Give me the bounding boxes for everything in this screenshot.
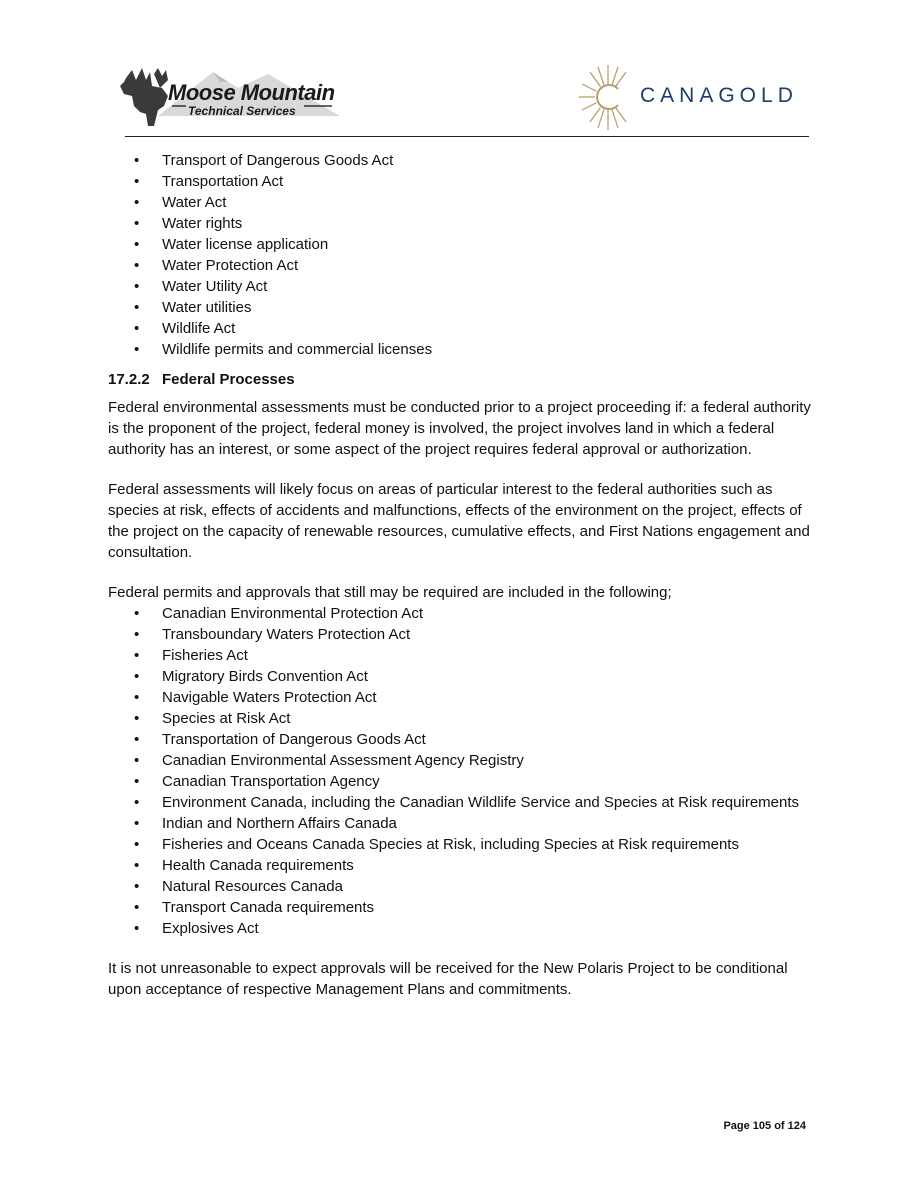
list-item: • Fisheries Act xyxy=(108,645,813,666)
list-item: • Indian and Northern Affairs Canada xyxy=(108,813,813,834)
list-item: • Migratory Birds Convention Act xyxy=(108,666,813,687)
moose-mountain-logo xyxy=(118,66,348,132)
list-item: • Water Protection Act xyxy=(108,255,813,276)
list-item: • Transportation of Dangerous Goods Act xyxy=(108,729,813,750)
federal-permits-list xyxy=(108,603,813,939)
header-divider xyxy=(125,136,809,137)
canagold-wordmark: CANAGOLD xyxy=(640,84,798,107)
list-item: • Species at Risk Act xyxy=(108,708,813,729)
list-item: • Water Act xyxy=(108,192,813,213)
paragraph-approvals-conclusion: It is not unreasonable to expect approvals will be received for the New Polaris Project to be conditional upon acceptance of respective Management Plans and commitments. xyxy=(108,960,788,998)
section-title: Federal Processes xyxy=(162,371,295,388)
canagold-logo xyxy=(578,62,798,132)
list-item: • Natural Resources Canada xyxy=(108,876,813,897)
page-header xyxy=(118,62,808,134)
provincial-permits-list xyxy=(108,150,813,360)
list-item: • Water Utility Act xyxy=(108,276,813,297)
paragraph-federal-assessment-triggers: Federal environmental assessments must be conducted prior to a project proceeding if: a federal authority is the proponent of the project, federal money is involved, the project involves land in which a federal authority has an interest, or some aspect of the project requires federal approval or authorization. xyxy=(108,399,811,458)
list-item: • Transboundary Waters Protection Act xyxy=(108,624,813,645)
list-item: • Canadian Environmental Assessment Agency Registry xyxy=(108,750,813,771)
moose-mountain-title: Moose Mountain xyxy=(168,80,335,105)
page-number: Page 105 of 124 xyxy=(723,1120,806,1132)
list-item: • Environment Canada, including the Canadian Wildlife Service and Species at Risk requirements xyxy=(108,792,813,813)
list-item: • Explosives Act xyxy=(108,918,813,939)
page-content xyxy=(108,150,813,1019)
list-item: • Wildlife permits and commercial licenses xyxy=(108,339,813,360)
list-item: • Navigable Waters Protection Act xyxy=(108,687,813,708)
list-item: • Canadian Environmental Protection Act xyxy=(108,603,813,624)
list-item: • Canadian Transportation Agency xyxy=(108,771,813,792)
moose-mountain-subtitle: Technical Services xyxy=(188,104,296,118)
list-item: • Water utilities xyxy=(108,297,813,318)
list-item: • Transportation Act xyxy=(108,171,813,192)
list-item: • Transport of Dangerous Goods Act xyxy=(108,150,813,171)
section-heading xyxy=(108,369,813,390)
list-item: • Fisheries and Oceans Canada Species at Risk, including Species at Risk requirements xyxy=(108,834,813,855)
paragraph-federal-permits-intro: Federal permits and approvals that still may be required are included in the following; xyxy=(108,584,672,601)
list-item: • Health Canada requirements xyxy=(108,855,813,876)
list-item: • Transport Canada requirements xyxy=(108,897,813,918)
list-item: • Wildlife Act xyxy=(108,318,813,339)
list-item: • Water license application xyxy=(108,234,813,255)
section-number: 17.2.2 xyxy=(108,371,150,388)
sunburst-icon xyxy=(578,62,638,132)
paragraph-federal-assessment-focus: Federal assessments will likely focus on areas of particular interest to the federal authorities such as species at risk, effects of accidents and malfunctions, effects of the environment on the project, effects of the project on the capacity of renewable resources, cumulative effects, and First Nations engagement and consultation. xyxy=(108,481,810,561)
list-item: • Water rights xyxy=(108,213,813,234)
